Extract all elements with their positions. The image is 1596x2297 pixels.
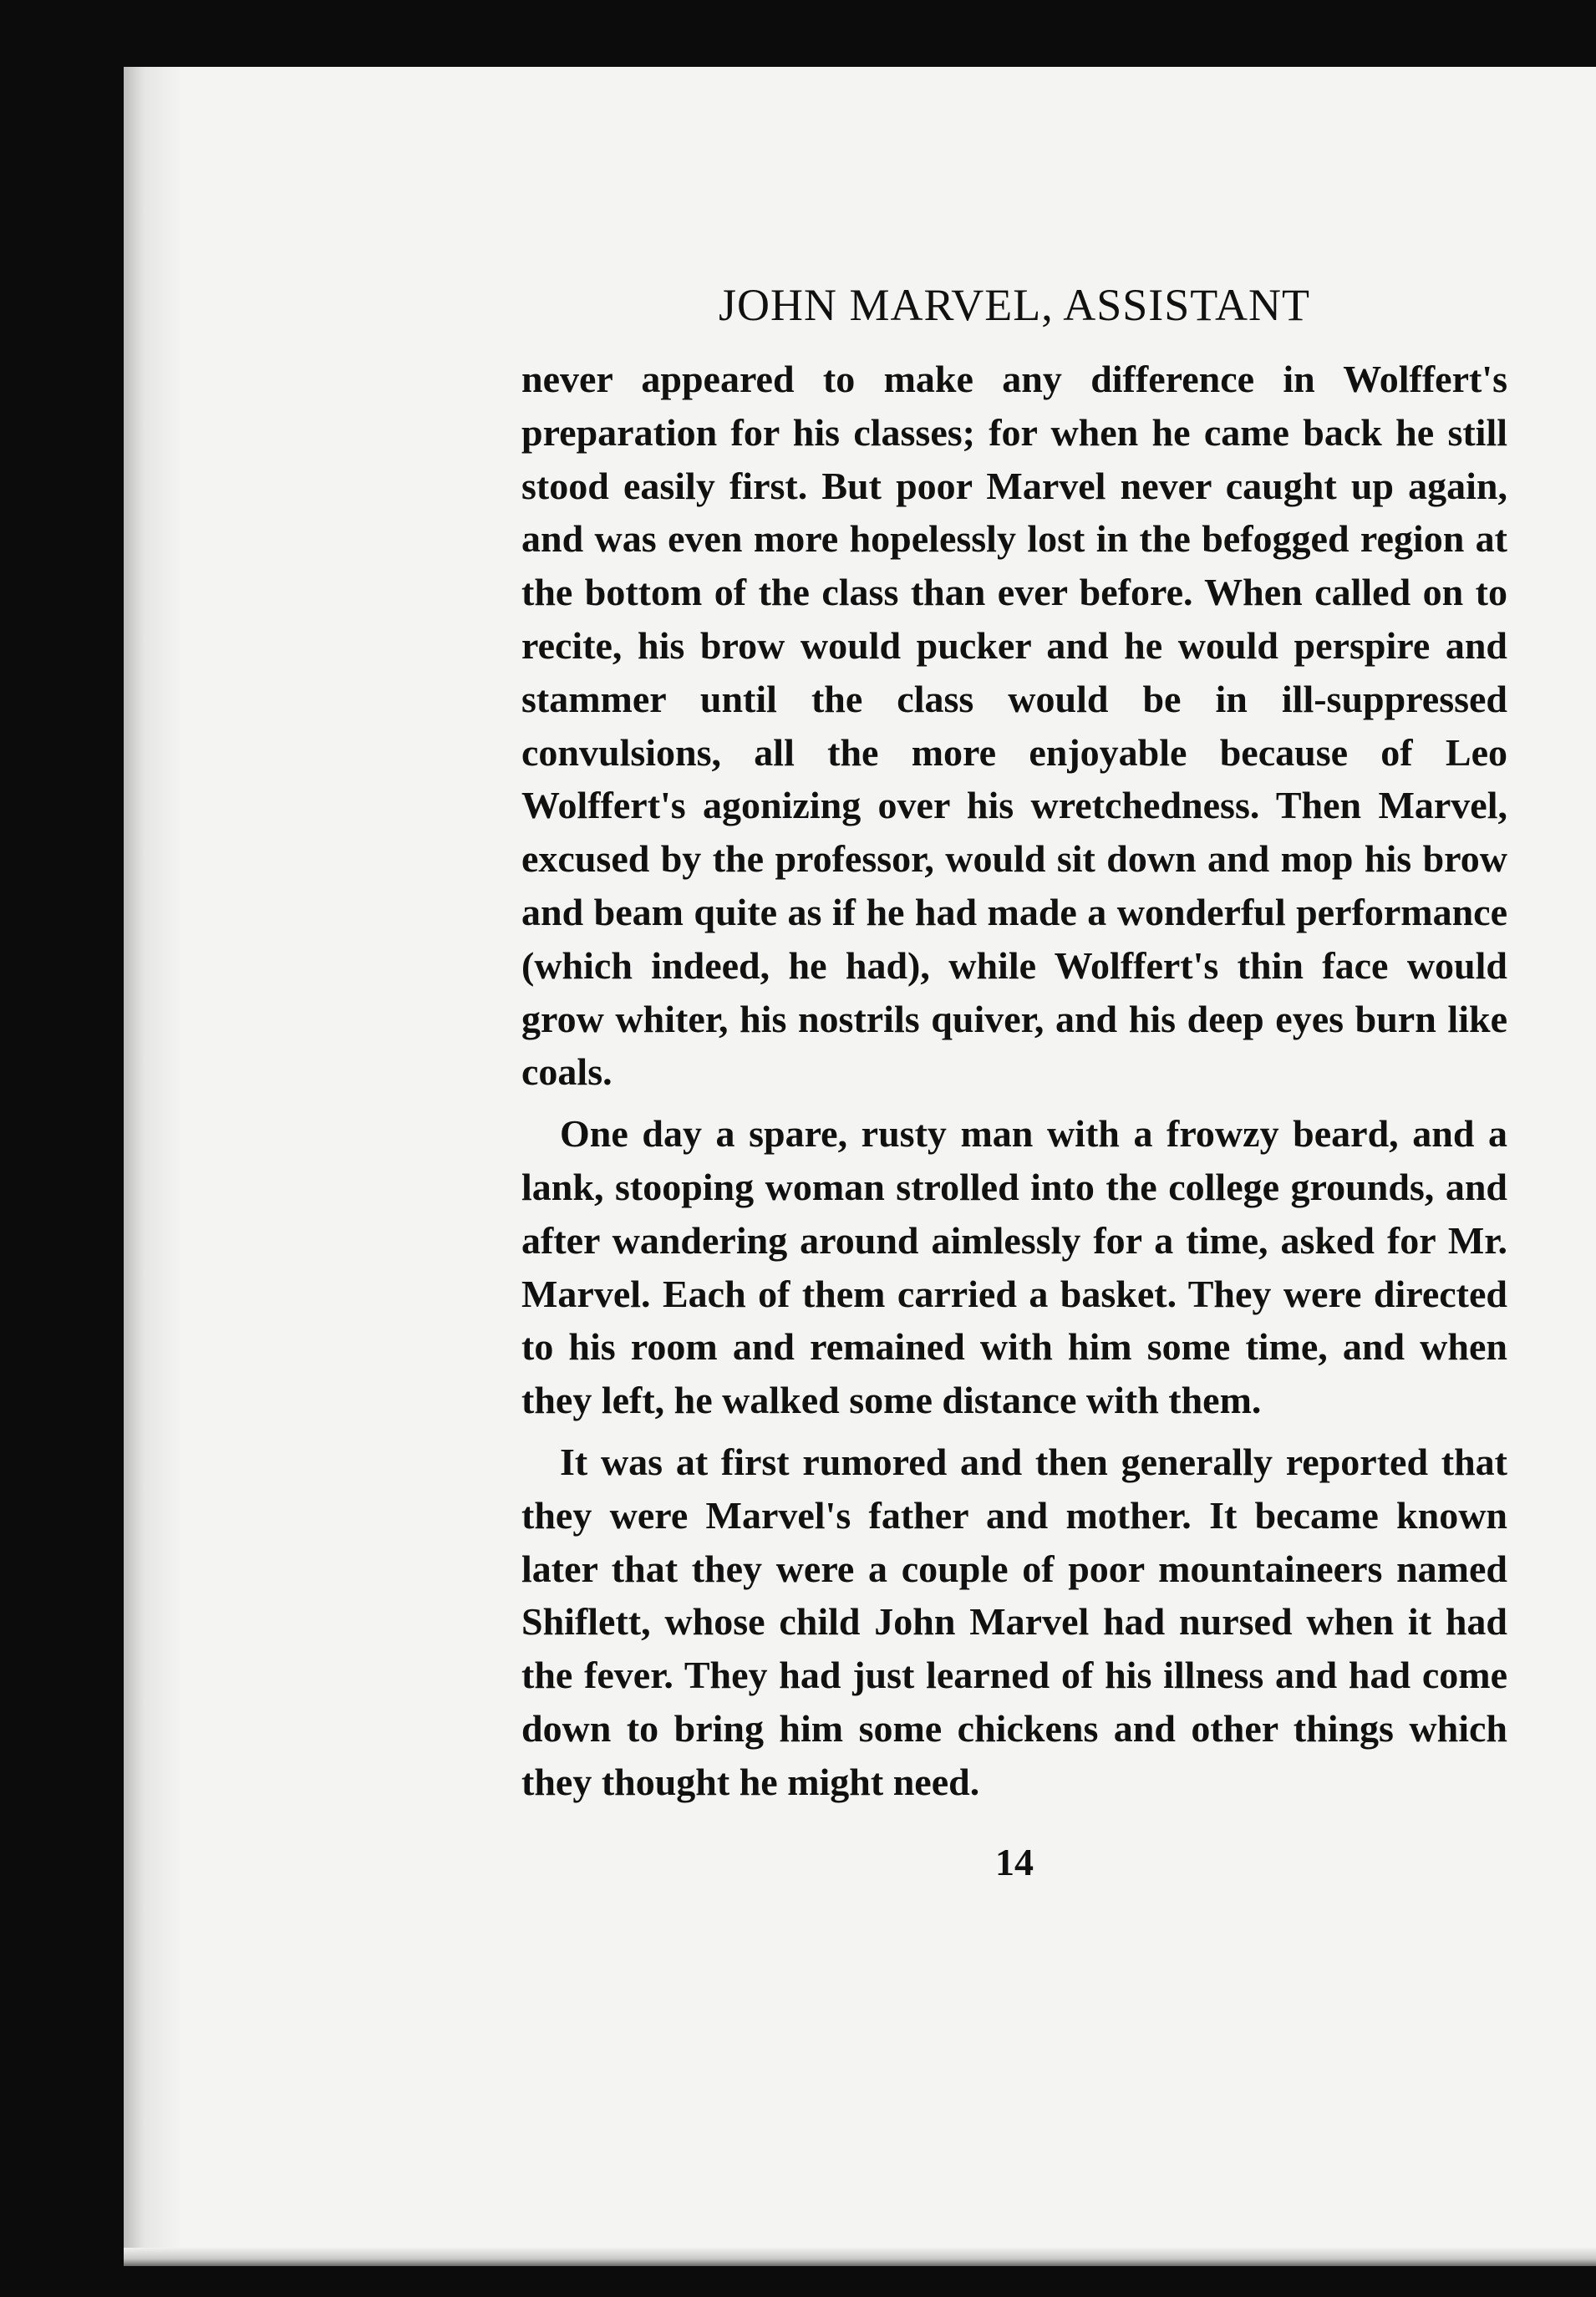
page-text-block [521, 267, 1507, 1888]
page-bottom-edge [124, 2248, 1596, 2266]
page-binding-edge [124, 67, 182, 2264]
page-number: 14 [995, 1840, 1034, 1883]
paragraph-2: One day a spare, rusty man with a frowzy beard, and a lank, stooping woman strolled into the college grounds, and after wandering around aimlessly for a time, asked for Mr. Marvel. Each of them carried a basket. They were directed to his room and remained with him some time, and when they left, he walked some distance with them. [521, 1112, 1507, 1422]
running-head: JOHN MARVEL, ASSISTANT [719, 280, 1310, 330]
paragraph-1: never appeared to make any difference in Wolffert's preparation for his classes; for when he came back he still stood easily first. But poor Marvel never caught up again, and was even more hopelessly lost in the befogged region at the bottom of the class than ever before. When called on to recite, his brow would pucker and he would perspire and stammer until the class would be in ill-suppressed convulsions, all the more enjoyable because of Leo Wolffert's agonizing over his wretchedness. Then Marvel, excused by the professor, would sit down and mop his brow and beam quite as if he had made a wonderful performance (which indeed, he had), while Wolffert's thin face would grow whiter, his nostrils quiver, and his deep eyes burn like coals. [521, 358, 1507, 1094]
paragraph-3: It was at first rumored and then generally reported that they were Marvel's father and mother. It became known later that they were a couple of poor mountaineers named Shiflett, whose child John Marvel had nursed when it had the fever. They had just learned of his illness and had come down to bring him some chickens and other things which they thought he might need. [521, 1440, 1507, 1803]
